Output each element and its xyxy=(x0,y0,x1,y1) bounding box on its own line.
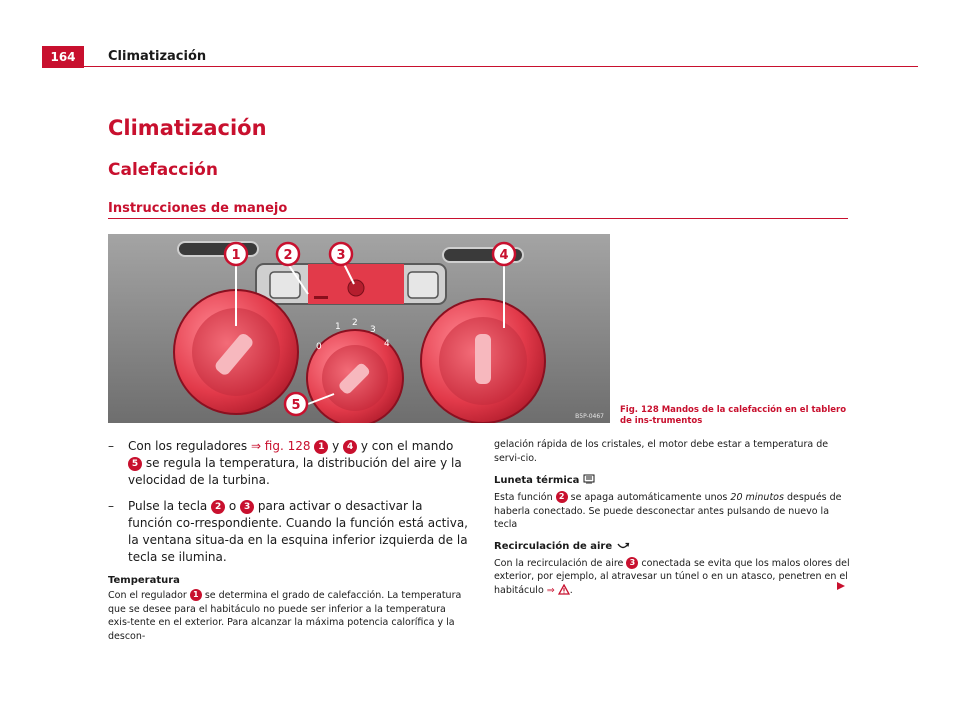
chapter-title: Climatización xyxy=(108,116,267,140)
ref-badge-1: 1 xyxy=(190,589,202,601)
svg-text:3: 3 xyxy=(336,248,346,263)
svg-text:5: 5 xyxy=(291,398,301,413)
continued-text: gelación rápida de los cristales, el motor debe estar a temperatura de servi-cio. xyxy=(494,439,829,464)
ref-badge-4: 4 xyxy=(343,440,357,454)
callout-5 xyxy=(285,393,307,415)
svg-text:4: 4 xyxy=(499,248,509,263)
callout-2 xyxy=(277,243,299,265)
ref-badge-1: 1 xyxy=(314,440,328,454)
heater-controls-figure xyxy=(108,234,610,423)
ref-badge-3: 3 xyxy=(240,500,254,514)
fan-speed-0: 0 xyxy=(316,342,322,352)
left-column xyxy=(108,438,468,643)
running-title: Climatización xyxy=(108,49,207,64)
subsection-title: Instrucciones de manejo xyxy=(108,201,288,216)
recirculation-icon xyxy=(616,541,630,554)
rear-defrost-text: Esta función 2 se apaga automáticamente unos 20 minutos después de haberla conectado. Se puede desconectar antes pulsando de nuevo la tecla xyxy=(494,492,842,530)
section-title: Calefacción xyxy=(108,160,218,180)
callout-1 xyxy=(225,243,247,265)
page-number: 164 xyxy=(42,46,84,68)
instruction-bullet-1: – Con los reguladores ⇒ fig. 128 1 y 4 y con el mando 5 se regula la temperatura, la distribución del aire y la velocidad de la turbina. xyxy=(108,439,462,487)
recirculation-heading: Recirculación de aire xyxy=(494,541,850,554)
figure-caption: Fig. 128 Mandos de la calefacción en el tablero de ins-trumentos xyxy=(620,405,847,426)
ref-badge-2: 2 xyxy=(556,491,568,503)
recirculation-text: Con la recirculación de aire 3 conectada se evita que los malos olores del exterior, por ejemplo, al atravesar un túnel o en un atasco, penetren en el habitáculo ⇒ . xyxy=(494,557,850,600)
ref-badge-2: 2 xyxy=(211,500,225,514)
header-rule xyxy=(84,66,918,67)
fan-speed-1: 1 xyxy=(335,322,341,332)
ref-badge-3: 3 xyxy=(626,557,638,569)
rear-defrost-icon xyxy=(583,474,595,488)
ref-badge-5: 5 xyxy=(128,457,142,471)
warning-triangle-icon xyxy=(558,584,570,600)
temperature-text: Con el regulador 1 se determina el grado de calefacción. La temperatura que se desee para el habitáculo no puede ser inferior a la temperatura exis-tente en el exterior. Para alcanzar la máxima potencia calorífica y la descon- xyxy=(108,590,462,642)
heater-controls-illustration xyxy=(108,234,610,423)
figure-code: B5P-0467 xyxy=(575,413,604,420)
figure-link[interactable]: ⇒ fig. 128 xyxy=(250,439,311,453)
fan-speed-4: 4 xyxy=(384,339,390,349)
warning-link[interactable]: ⇒ xyxy=(546,584,555,596)
instruction-bullet-2: – Pulse la tecla 2 o 3 para activar o desactivar la función co-rrespondiente. Cuando la función está activa, la ventana situa-da en la esquina inferior izquierda de la tecla se ilumina. xyxy=(108,499,468,564)
callout-4 xyxy=(493,243,515,265)
svg-text:1: 1 xyxy=(231,248,241,263)
fan-speed-2: 2 xyxy=(352,318,358,328)
subsection-rule xyxy=(108,218,848,219)
right-column xyxy=(494,438,850,599)
fan-speed-3: 3 xyxy=(370,325,376,335)
next-page-arrow-icon[interactable] xyxy=(836,576,846,595)
rear-defrost-heading: Luneta térmica xyxy=(494,474,850,488)
svg-text:2: 2 xyxy=(283,248,293,263)
callout-3 xyxy=(330,243,352,265)
temperature-heading: Temperatura xyxy=(108,575,180,586)
